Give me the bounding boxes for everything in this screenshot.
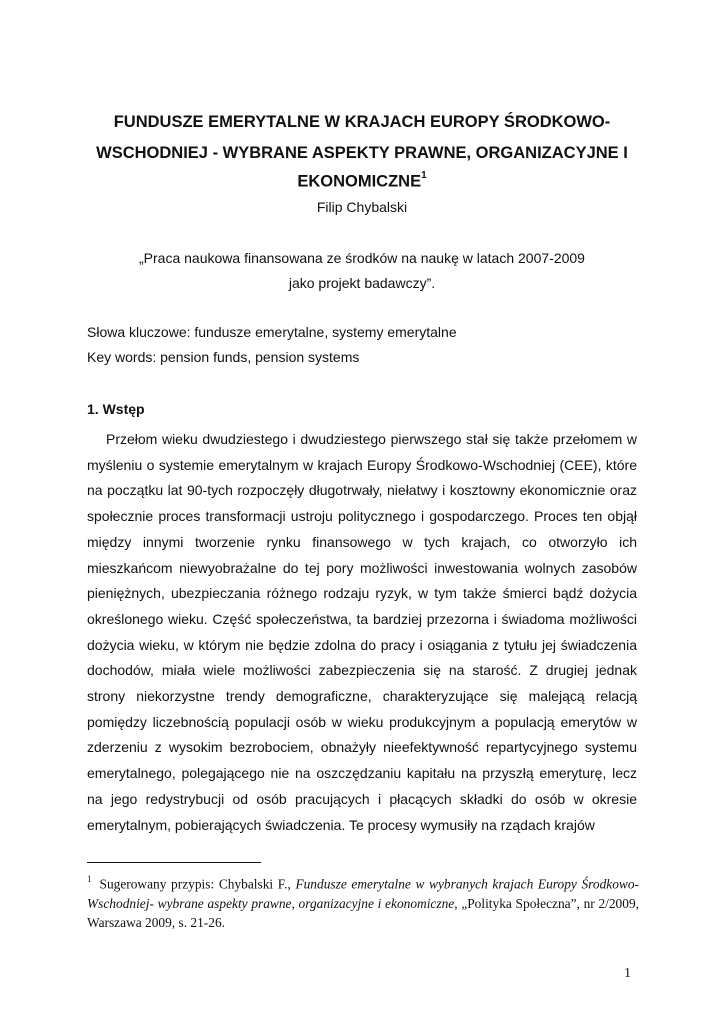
footnote-suffix: , „Polityka Społeczna”, nr 2/2009, Warszawa 2009, s. 21-26. [87,895,639,930]
title-line-1: FUNDUSZE EMERYTALNE W KRAJACH EUROPY ŚRODKOWO- [113,113,611,131]
page-number: 1 [624,966,631,981]
intro-paragraph: Przełom wieku dwudziestego i dwudziestego pierwszego stał się także przełomem w myśleniu o systemie emerytalnym w krajach Europy Środkowo-Wschodniej (CEE), które na początku lat 90-tych rozpoczęły długotrwały, niełatwy i kosztowny ekonomicznie oraz społecznie proces transformacji ustroju politycznego i gospodarczego. Proces ten objął między innymi tworzenie rynku finansowego w tych krajach, co otworzyło ich mieszkańcom niewyobrażalne do tej pory możliwości inwestowania wolnych zasobów pieniężnych, ubezpieczania różnego rodzaju ryzyk, w tym także śmierci bądź dożycia określonego wieku. Część społeczeństwa, ta bardziej przezorna i świadoma możliwości dożycia wieku, w którym nie będzie zdolna do pracy i osiągania z tytułu jej świadczenia dochodów, miała wiele możliwości zabezpieczenia się na starość. Z drugiej jednak strony niekorzystne trendy demograficzne, charakteryzujące się malejącą relacją pomiędzy liczebnością populacji osób w wieku produkcyjnym a populacją emerytów w zderzeniu z wysokim bezrobociem, obnażyły nieefektywność repartycyjnego systemu emerytalnego, polegającego nie na oszczędzaniu kapitału na przyszłą emeryturę, lecz na jego redystrybucji od osób pracujących i płacących składki do osób w okresie emerytalnym, pobierających świadczenia. Te procesy wymusiły na rządach krajów [87,431,637,833]
footnote [87,871,639,932]
author-name: Filip Chybalski [316,199,408,215]
funding-note-line-2: jako projekt badawczy”. [288,275,436,291]
footnote-divider [87,862,261,863]
section-heading: 1. Wstęp [87,401,145,417]
footnote-cited-title: Fundusze emerytalne w wybranych krajach Europy Środkowo-Wschodniej- wybrane aspekty prawne, organizacyjne i ekonomiczne [87,876,639,911]
title-footnote-marker[interactable]: 1 [421,170,427,181]
title-line-3 [60,172,664,192]
funding-note-line-1: „Praca naukowa finansowana ze środków na naukę w latach 2007-2009 [139,250,585,266]
title-line-3-text: EKONOMICZNE [297,172,422,191]
keywords-english: Key words: pension funds, pension systems [87,349,360,365]
title-line-2: WSCHODNIEJ - WYBRANE ASPEKTY PRAWNE, ORGANIZACYJNE I [96,144,628,162]
keywords-polish: Słowa kluczowe: fundusze emerytalne, systemy emerytalne [87,324,457,340]
footnote-marker: 1 [87,874,92,884]
footnote-prefix: Sugerowany przypis: Chybalski F., [99,876,296,892]
